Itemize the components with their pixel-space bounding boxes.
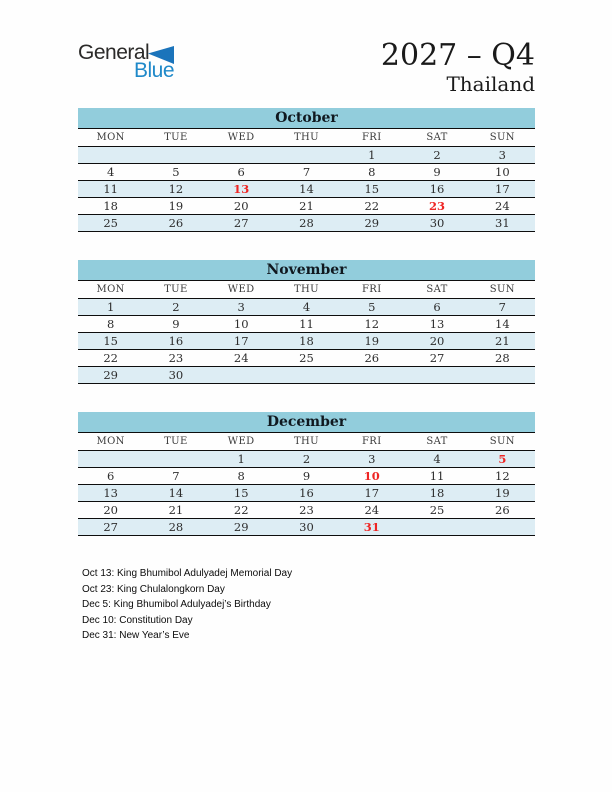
logo-text-blue: Blue — [133, 59, 174, 82]
day-cell: 9 — [302, 469, 311, 483]
day-cell-empty — [404, 519, 469, 536]
day-cell: 25 — [103, 216, 118, 230]
day-cell: 5 — [498, 452, 507, 466]
day-cell-empty — [209, 367, 274, 384]
day-cell: 23 — [429, 199, 446, 213]
day-cell-empty — [274, 367, 339, 384]
day-cell-empty — [78, 451, 143, 468]
month-november — [78, 260, 535, 384]
day-cell: 11 — [103, 182, 118, 196]
holiday-note: Dec 31: New Year’s Eve — [82, 630, 190, 642]
day-cell: 27 — [429, 351, 445, 365]
day-cell: 28 — [299, 216, 314, 230]
weekday-header: FRI — [361, 436, 382, 447]
day-cell: 22 — [364, 199, 380, 213]
day-cell: 26 — [168, 216, 184, 230]
day-cell: 21 — [495, 334, 510, 348]
week-row — [78, 299, 535, 316]
day-cell-empty — [404, 367, 469, 384]
day-cell: 2 — [302, 452, 311, 466]
day-cell: 20 — [429, 334, 445, 348]
day-cell: 15 — [103, 334, 118, 348]
day-cell: 30 — [168, 368, 184, 382]
day-cell: 1 — [368, 148, 376, 162]
weekday-header: THU — [293, 436, 319, 447]
day-cell: 11 — [299, 317, 314, 331]
month-title: October — [78, 108, 535, 128]
week-row — [78, 164, 535, 181]
day-cell: 31 — [363, 520, 380, 534]
weekday-header: WED — [227, 284, 255, 295]
day-cell: 3 — [498, 148, 506, 162]
calendar-table — [78, 432, 535, 536]
weekday-header: MON — [96, 436, 125, 447]
day-cell: 26 — [364, 351, 380, 365]
day-cell: 1 — [237, 452, 245, 466]
month-october — [78, 108, 535, 232]
day-cell: 18 — [299, 334, 314, 348]
holiday-note: Oct 13: King Bhumibol Adulyadej Memorial Day — [82, 568, 293, 579]
day-cell-empty — [274, 147, 339, 164]
weekday-header: SUN — [489, 132, 515, 143]
day-cell: 27 — [103, 520, 118, 534]
day-cell: 18 — [103, 199, 118, 213]
day-cell: 16 — [168, 334, 184, 348]
day-cell: 16 — [299, 486, 314, 500]
day-cell-empty — [143, 451, 208, 468]
week-row — [78, 350, 535, 367]
week-row — [78, 451, 535, 468]
day-cell: 4 — [106, 165, 115, 179]
day-cell: 8 — [368, 165, 376, 179]
page-header — [78, 40, 535, 96]
day-cell: 24 — [233, 351, 249, 365]
weekday-header: SAT — [426, 132, 448, 143]
weekday-header: SUN — [489, 284, 515, 295]
day-cell: 17 — [495, 182, 510, 196]
general-blue-logo — [78, 42, 178, 81]
logo-text-general: General — [78, 41, 150, 64]
day-cell: 22 — [233, 503, 249, 517]
page-subtitle: Thailand — [446, 72, 535, 96]
day-cell: 12 — [495, 469, 510, 483]
day-cell: 29 — [233, 520, 249, 534]
day-cell: 15 — [364, 182, 380, 196]
day-cell-empty — [470, 367, 535, 384]
day-cell: 18 — [429, 486, 445, 500]
holiday-notes — [82, 566, 535, 644]
calendar-table — [78, 128, 535, 232]
day-cell-empty — [339, 367, 404, 384]
weekday-header: MON — [96, 284, 125, 295]
month-december — [78, 412, 535, 536]
day-cell: 2 — [172, 300, 180, 314]
day-cell: 1 — [106, 300, 115, 314]
weekday-header-row — [78, 433, 535, 451]
day-cell: 29 — [364, 216, 380, 230]
day-cell: 24 — [495, 199, 510, 213]
holiday-note: Oct 23: King Chulalongkorn Day — [82, 583, 225, 595]
week-row — [78, 367, 535, 384]
day-cell-empty — [78, 147, 143, 164]
day-cell: 19 — [364, 334, 380, 348]
weekday-header-row — [78, 281, 535, 299]
day-cell: 13 — [233, 182, 250, 196]
day-cell: 23 — [168, 351, 184, 365]
day-cell: 14 — [299, 182, 314, 196]
weekday-header: TUE — [164, 284, 188, 295]
week-row — [78, 519, 535, 536]
week-row — [78, 198, 535, 215]
week-row — [78, 333, 535, 350]
week-row — [78, 181, 535, 198]
day-cell: 19 — [495, 486, 510, 500]
day-cell: 4 — [302, 300, 311, 314]
day-cell: 17 — [233, 334, 249, 348]
day-cell: 5 — [368, 300, 376, 314]
day-cell: 14 — [495, 317, 510, 331]
day-cell: 10 — [233, 317, 249, 331]
day-cell: 4 — [433, 452, 441, 466]
day-cell: 9 — [172, 317, 180, 331]
day-cell: 20 — [103, 503, 118, 517]
day-cell: 7 — [498, 300, 506, 314]
day-cell: 11 — [429, 469, 445, 483]
day-cell: 28 — [495, 351, 510, 365]
weekday-header: FRI — [361, 132, 382, 143]
day-cell: 3 — [368, 452, 376, 466]
month-title: November — [78, 260, 535, 280]
day-cell: 24 — [364, 503, 380, 517]
day-cell: 30 — [299, 520, 314, 534]
day-cell: 10 — [495, 165, 510, 179]
page-title: 2027 – Q4 — [380, 38, 535, 73]
day-cell: 2 — [433, 148, 441, 162]
day-cell: 31 — [495, 216, 510, 230]
weekday-header: FRI — [361, 284, 382, 295]
day-cell: 12 — [364, 317, 380, 331]
day-cell: 23 — [299, 503, 314, 517]
day-cell: 15 — [233, 486, 249, 500]
day-cell-empty — [143, 147, 208, 164]
day-cell: 8 — [106, 317, 115, 331]
day-cell: 12 — [168, 182, 184, 196]
weekday-header: WED — [227, 132, 255, 143]
day-cell: 22 — [103, 351, 118, 365]
day-cell: 21 — [168, 503, 184, 517]
day-cell: 10 — [363, 469, 380, 483]
day-cell: 26 — [495, 503, 510, 517]
day-cell: 6 — [237, 165, 245, 179]
weekday-header-row — [78, 129, 535, 147]
day-cell: 3 — [237, 300, 245, 314]
title-block — [381, 40, 535, 96]
weekday-header: SUN — [489, 436, 515, 447]
week-row — [78, 316, 535, 333]
weekday-header: TUE — [164, 436, 188, 447]
weekday-header: THU — [293, 284, 319, 295]
day-cell: 5 — [172, 165, 180, 179]
holiday-note: Dec 5: King Bhumibol Adulyadej’s Birthday — [82, 599, 271, 611]
months-container — [78, 108, 535, 536]
day-cell: 30 — [429, 216, 445, 230]
day-cell: 13 — [429, 317, 445, 331]
holiday-note: Dec 10: Constitution Day — [82, 614, 193, 626]
day-cell: 7 — [172, 469, 180, 483]
day-cell: 13 — [103, 486, 118, 500]
day-cell: 7 — [302, 165, 311, 179]
month-title: December — [78, 412, 535, 432]
day-cell-empty — [470, 519, 535, 536]
day-cell: 20 — [233, 199, 249, 213]
day-cell: 25 — [299, 351, 314, 365]
week-row — [78, 485, 535, 502]
weekday-header: WED — [227, 436, 255, 447]
week-row — [78, 468, 535, 485]
day-cell: 21 — [299, 199, 314, 213]
day-cell: 16 — [429, 182, 445, 196]
weekday-header: TUE — [164, 132, 188, 143]
week-row — [78, 147, 535, 164]
weekday-header: SAT — [426, 284, 448, 295]
day-cell: 8 — [237, 469, 245, 483]
day-cell: 6 — [106, 469, 115, 483]
day-cell: 19 — [168, 199, 184, 213]
day-cell: 29 — [103, 368, 118, 382]
day-cell: 17 — [364, 486, 380, 500]
day-cell: 27 — [233, 216, 249, 230]
weekday-header: MON — [96, 132, 125, 143]
day-cell-empty — [209, 147, 274, 164]
calendar-table — [78, 280, 535, 384]
week-row — [78, 215, 535, 232]
weekday-header: THU — [293, 132, 319, 143]
day-cell: 6 — [433, 300, 441, 314]
day-cell: 14 — [168, 486, 184, 500]
day-cell: 25 — [429, 503, 445, 517]
day-cell: 9 — [433, 165, 441, 179]
week-row — [78, 502, 535, 519]
weekday-header: SAT — [426, 436, 448, 447]
day-cell: 28 — [168, 520, 184, 534]
